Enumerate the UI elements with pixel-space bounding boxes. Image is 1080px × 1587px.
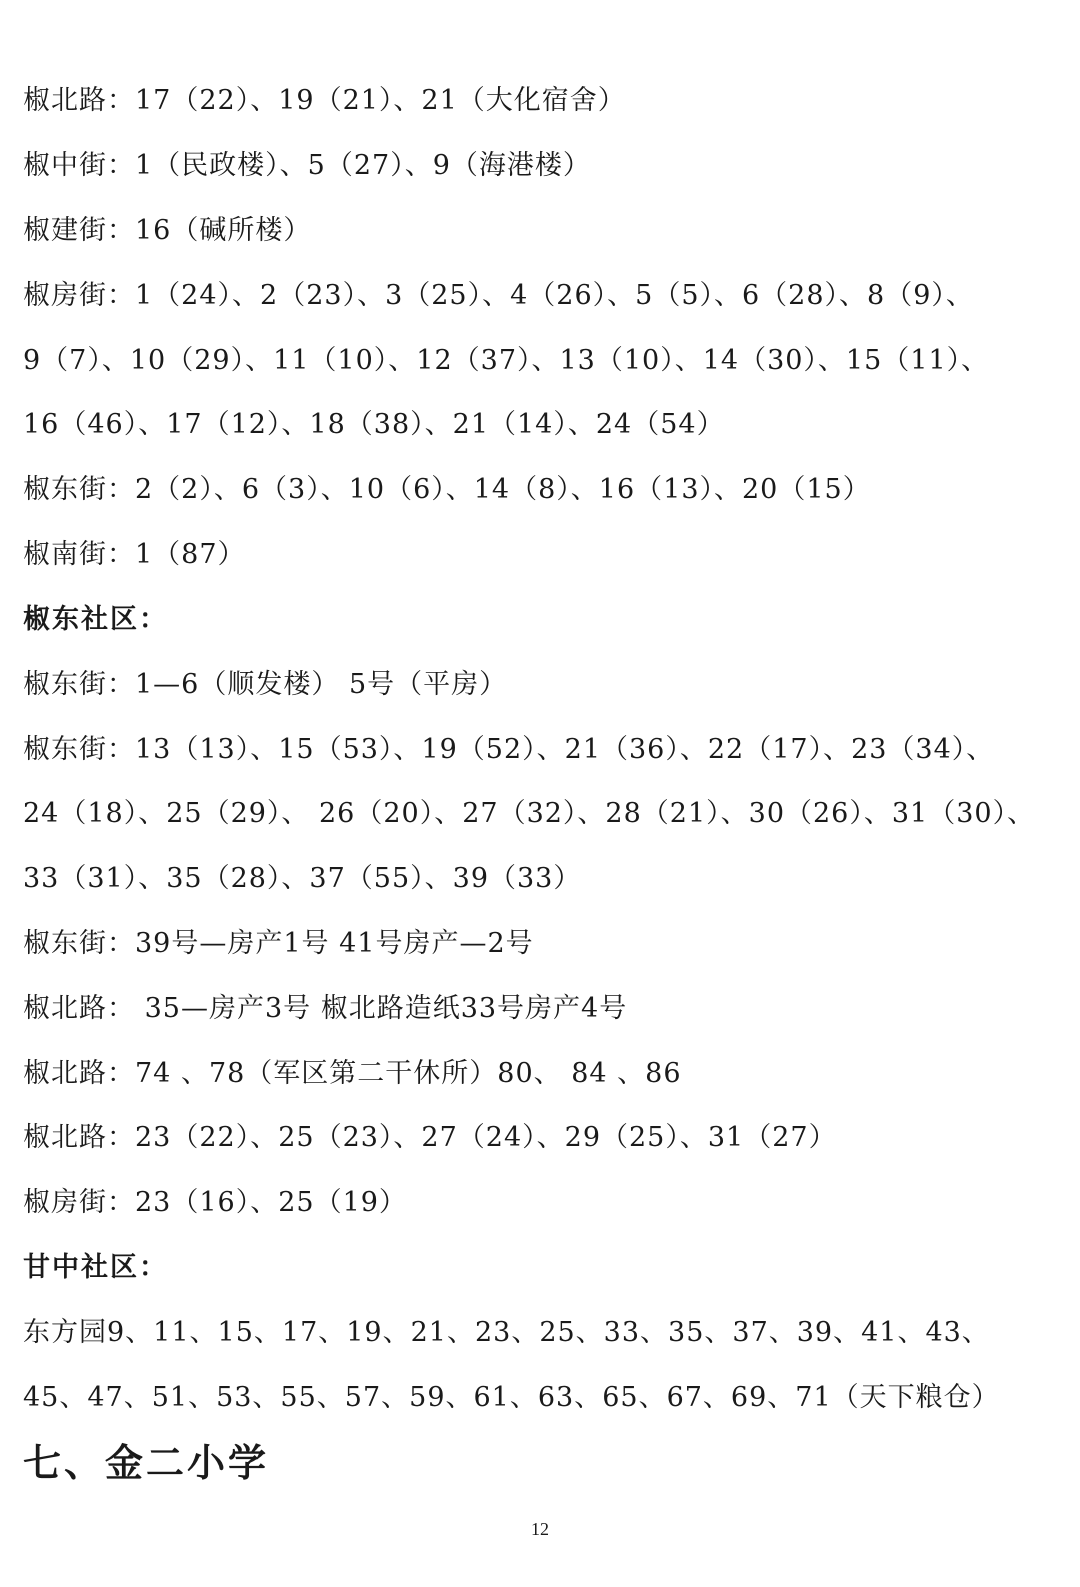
text-line: 椒东街：1—6（顺发楼） 5号（平房） — [23, 669, 508, 700]
community-heading: 椒东社区： — [23, 604, 168, 635]
text-line: 椒东街：39号—房产1号 41号房产—2号 — [23, 928, 534, 959]
text-line: 椒北路：17（22）、19（21）、21（大化宿舍） — [23, 85, 626, 116]
text-line: 椒建街：16（碱所楼） — [23, 215, 312, 246]
text-line: 24（18）、25（29）、 26（20）、27（32）、28（21）、30（26）、31（30）、 — [23, 798, 1036, 829]
text-line: 椒东街：2（2）、6（3）、10（6）、14（8）、16（13）、20（15） — [23, 474, 871, 505]
text-line: 椒房街：1（24）、2（23）、3（25）、4（26）、5（5）、6（28）、8（9）、 — [23, 280, 974, 311]
text-line: 东方园9、11、15、17、19、21、23、25、33、35、37、39、41、43、 — [23, 1317, 990, 1348]
text-line: 45、47、51、53、55、57、59、61、63、65、67、69、71（天下粮仓） — [23, 1382, 1000, 1413]
text-line: 16（46）、17（12）、18（38）、21（14）、24（54） — [23, 409, 725, 440]
text-line: 椒北路：23（22）、25（23）、27（24）、29（25）、31（27） — [23, 1122, 837, 1153]
text-line: 9（7）、10（29）、11（10）、12（37）、13（10）、14（30）、15（11）、 — [23, 345, 990, 376]
text-line: 椒北路：74 、78（军区第二干休所）80、 84 、86 — [23, 1058, 682, 1089]
community-heading: 甘中社区： — [23, 1252, 168, 1283]
text-line: 椒东街：13（13）、15（53）、19（52）、21（36）、22（17）、23（34）、 — [23, 734, 995, 765]
page-number: 12 — [531, 1519, 549, 1539]
text-line: 椒南街：1（87） — [23, 539, 246, 570]
text-line: 椒中街：1（民政楼）、5（27）、9（海港楼） — [23, 150, 591, 181]
text-line: 椒北路： 35—房产3号 椒北路造纸33号房产4号 — [23, 993, 628, 1024]
text-line: 椒房街：23（16）、25（19） — [23, 1187, 407, 1218]
section-title: 七、金二小学 — [23, 1441, 270, 1485]
text-line: 33（31）、35（28）、37（55）、39（33） — [23, 863, 582, 894]
